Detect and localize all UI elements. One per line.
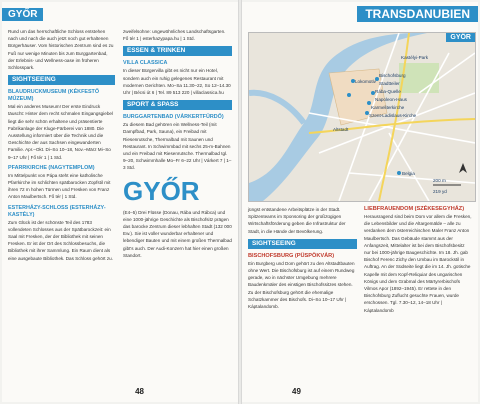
esterhazy-title: ESTERHÁZY-SCHLOSS (ESTERHÁZY-KASTÉLY) [8,204,106,218]
poi-label-0: Lokomotiv [355,79,376,84]
left-page [2,2,238,402]
liebfrauendom-text: Herausragend sind beim Dom vor allem die Fresken, die Lebensbilder und die Altargemälde – alle zu verdanken dem österreichischen Maler Franz Anton Maulbertsch. Das Gebäude stammt aus der Anfangszeit, Mittelalter ist bei dem Bischofsbesitz nur bei 1000-jährige Baugeschichte. Im 18. Jh. gab Bischof Ferenc Zichy den Umbau im Barockstil in Auftrag. An der Südseite liegt die im 14. Jh. gotische Kapelle mit dem Kopf-Reliquiar des ungarischen Königs und dem Grabmal des Märtyrerbischofs Vilmos Apor (1892–1945). Er rettete in den Bischofsburg Zuflucht gesuchte Frauen, wurde erschossen. Tgl. 7.30–12, 14–18 Uhr | Káptalandomb [364,214,472,313]
city-map [248,32,476,202]
poi-label-7: Altstadt [333,127,349,132]
section-sightseeing: SIGHTSEEING [8,75,115,85]
left-column-2 [123,28,232,263]
page-number-left: 48 [135,387,144,396]
right-page [242,2,478,402]
right-column-2 [364,206,472,318]
intro-paragraph: Rund um das herrschaftliche Schloss entstehen nach und nach die auch jetzt noch gut erhaltenen Bürgerhäuser. Vom historischen Zentrum sind es zu Fuß nur wenige Minuten bis zum Burggartenbad, der Erlebnis- und Wellness-oase im früheren Schlosspark. [8,29,114,71]
section-food: ESSEN & TRINKEN [123,46,232,56]
running-head-right: TRANSDANUBIEN [357,6,478,22]
section-sightseeing-right: SIGHTSEEING [248,239,357,249]
poi-label-9: Belgia [402,171,415,176]
city-text: (E4–5) Drei Flüsse (Donau, Rába und Rábca) und eine 1000-jährige Geschichte als Bischofsitz prägen das barocke Zentrum dieser lebhaften Stadt (132 000 Ew.). Sie ist voller wunderbar erhaltener und lebendiger Bauten und mit einem großen Thermalbad gibt's auch. Der Audi-Konzern hat hier einen großen Standort. [123,209,232,258]
scale-label-yd: 219 yd [433,189,447,194]
church-text: Im Mittelpunkt von Pápa steht eine katholische Pfarrkirche im schlichten spätbarocken Zopfstil mit ihren 72 m hohen Türmen und Fresken von Franz Anton Maulbertsch. Fő tér | 1 Std. [8,172,111,200]
left-column-1 [8,28,115,266]
poi-label-2: Stadtteiler [379,81,400,86]
section-sport: SPORT & SPASS [123,100,232,110]
liebfrauendom-title: LIEBFRAUENDOM (SZÉKESEGYHÁZ) [364,206,465,212]
bath-title: BURGGARTENBAD (VÁRKERTFÜRDŐ) [123,114,224,121]
scale-label-m: 200 m [433,178,446,183]
north-arrow-icon [459,163,467,173]
poi-label-6: Szent-Ladislaus-Kirche [369,113,417,118]
running-head-left: GYŐR [2,8,43,21]
esterhazy-text: Zum Glück ist der schönste Teil des 1783 vollendeten Schlosses aus der Spätbarockzeit: ein Saal mit Fresken, der der Bibliothek mit seinen Fresken. Er ist der Ort des Schlossbesuchs, die Bibliothek mit ihrer Sammlung. Ein Raum dient als eine ausgebaute Bibliothek. Das Schloss gehört zu. [8,219,113,261]
bischofsburg-title: BISCHOFSBURG (PÜSPÖKVÁR) [248,252,335,259]
bath-text: Zu diesem Bad gehören ein Wellness-Teil (mit Dampfbad, Park, Sauna), ein Freibad mit Riesenrutsche, Thermalbad mit Saunen und Restaurant. In Schwimmbad mit sechs 25-m-Bahnen und ein Freibad mit Riesenrutsche. Thermalbad tgl. 9–20, Schwimmhalle Mo–Fr 6–22 Uhr | Várkert 7 | 1–3 Std. [123,122,232,171]
column-top-text: zweifelsohne: ungewöhnliches Landschaftsgarten. Fő tér 1 | esterhazypapa.hu | 1 Std. [123,29,226,42]
villa-title: VILLA CLASSICA [123,60,168,67]
tributary-shape [249,93,304,123]
poi-label-8: Kastélyi-Park [401,55,429,60]
church-title: PFARRKIRCHE (NAGYTEMPLOM) [8,164,95,171]
map-label: GYŐR [446,33,475,42]
right-column-1 [248,206,357,314]
poi-label-3: Rába-Quelle [375,89,401,94]
bischofsburg-text: Ein Burgberg und Dom gehört zu den Altstadtbauten ohne Wert. Die Bischofsburg ist auf einem Rundweg gerade, wo in nächster Umgebung mehrere Baudenkmäler des einstigen Bischofssitzes stehen. Zu der Bischofsburg gehört die ehemalige Schatzkammer des Bischofs. Di–So 10–17 Uhr | Káptalandomb. [248,260,355,310]
right-intro: jüngst entstandene Arbeitsplätze in der Stadt. Spitzenteams im Sponsoring der großzügigen Wirtschaftsförderung geben die Infrastruktur der Stadt, in die Hände der Bevölkerung. [248,207,346,234]
poi-label-5: Karmeliterkirche [371,105,405,110]
museum-title: BLAUDRUCKMUSEUM (KÉKFESTŐ MÚZEUM) [8,89,100,103]
museum-text: Mal ein anderes Museum! Der erste Eindruck täuscht: Hinter dem recht schmalen Eingangsgiebel liegt die sehr schön erhaltene und präsentierte Fabrikanlage der Kluge-Färberei von 1880. Die Ausstellung informiert über die Technik und die Geschichte der aus Sachsen eingewanderten Familie. Apr.–Okt. Di–So 10–18, Nov.–März Mi–So 9–17 Uhr | Fő tér 1 | 1 Std. [8,104,113,160]
page-number-right: 49 [292,387,301,396]
poi-label-1: Bischofsburg [379,73,406,78]
map-graphic [249,33,475,201]
city-heading: GYŐR [123,175,200,206]
poi-label-4: Napoleon-Haus [375,97,407,102]
villa-text: In dieser Bürgervilla gibt es nicht nur ein Hotel, sondern auch ein ruhig gelegenes Restaurant mit modernen Gerichten. Mo–Sa 11.30–22, So 12–14.30 Uhr | Bécsi út 6 | Tel. 89 513 220 | villaclassica.hu [123,68,231,96]
